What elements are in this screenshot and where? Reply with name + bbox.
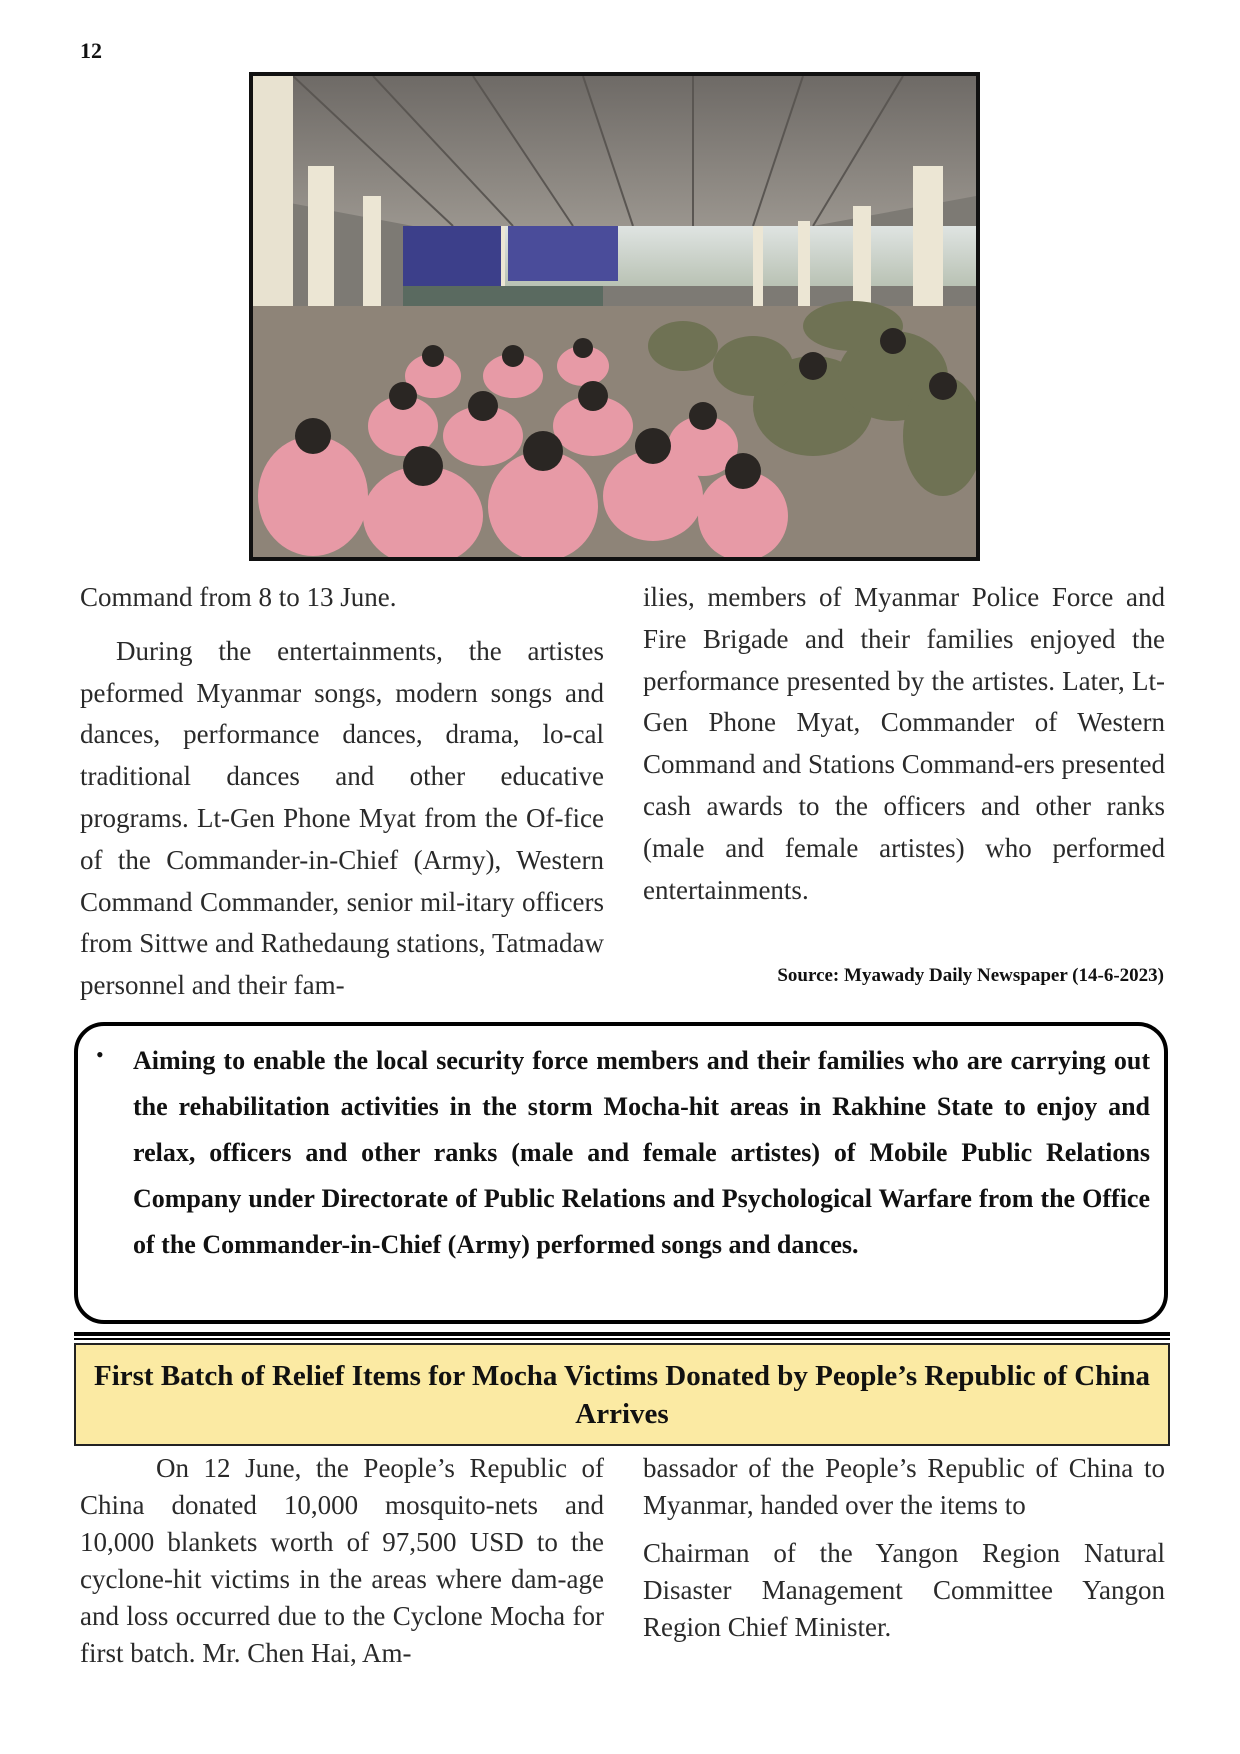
article1-column-2 (643, 577, 1165, 911)
page-number: 12 (80, 38, 102, 63)
headline-banner (74, 1343, 1170, 1446)
bullet-icon: • (96, 1042, 104, 1067)
source-credit: Source: Myawady Daily Newspaper (14-6-2023) (777, 965, 1164, 986)
article2-headline: First Batch of Relief Items for Mocha Victims Donated by People’s Republic of China Arrives (94, 1359, 1150, 1430)
article1-column-1 (80, 577, 604, 1007)
article2-column-1 (80, 1450, 604, 1672)
article1-paragraph: Command from 8 to 13 June. (80, 582, 397, 612)
article2-paragraph: Chairman of the Yangon Region Natural Disaster Management Committee Yangon Region Chief Minister. (643, 1538, 1165, 1642)
article1-paragraph: ilies, members of Myanmar Police Force and Fire Brigade and their families enjoyed the performance presented by the artistes. Later, Lt-Gen Phone Myat, Commander of Western Command and Stations Command-ers presented cash awards to the officers and other ranks (male and female artistes) who performed entertainments. (643, 582, 1165, 905)
highlight-text: Aiming to enable the local security force members and their families who are carrying out the rehabilitation activities in the storm Mocha-hit areas in Rakhine State to enjoy and relax, officers and other ranks (male and female artistes) of Mobile Public Relations Company under Directorate of Public Relations and Psychological Warfare from the Office of the Commander-in-Chief (Army) performed songs and dances. (133, 1046, 1150, 1259)
article2-paragraph: On 12 June, the People’s Republic of China donated 10,000 mosquito-nets and 10,000 blankets worth of 97,500 USD to the cyclone-hit victims in the areas where dam-age and loss occurred due to the Cyclone Mocha for first batch. Mr. Chen Hai, Am- (80, 1453, 604, 1668)
article1-paragraph: During the entertainments, the artistes peformed Myanmar songs, modern songs and dances, performance dances, drama, lo-cal traditional dances and other educative programs. Lt-Gen Phone Myat from the Of-fice of the Commander-in-Chief (Army), Western Command Commander, senior mil-itary officers from Sittwe and Rathedaung stations, Tatmadaw personnel and their fam- (80, 635, 605, 1001)
article2-paragraph: bassador of the People’s Republic of China to Myanmar, handed over the items to (643, 1453, 1165, 1520)
article2-column-2 (643, 1450, 1165, 1646)
divider (74, 1338, 1170, 1340)
divider (74, 1332, 1170, 1336)
ceremony-photo (249, 72, 980, 561)
